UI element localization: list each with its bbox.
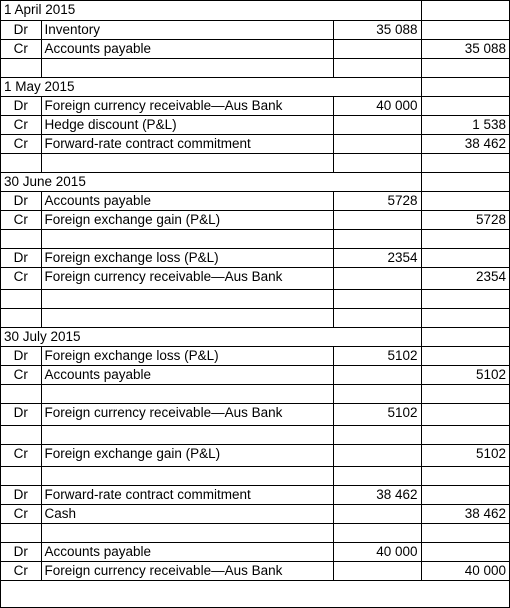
journal-entry-row (1, 39, 509, 58)
credit-amount: 2354 (421, 267, 509, 289)
drcr-indicator: Cr (1, 115, 41, 134)
drcr-cell (1, 425, 41, 444)
credit-amount: 40 000 (421, 561, 509, 580)
debit-cell (333, 523, 421, 542)
account-name: Foreign currency receivable—Aus Bank (41, 267, 333, 289)
drcr-cell (1, 308, 41, 327)
drcr-indicator: Cr (1, 444, 41, 466)
debit-amount (333, 115, 421, 134)
account-name: Foreign exchange loss (P&L) (41, 346, 333, 365)
credit-amount (421, 191, 509, 210)
account-name: Accounts payable (41, 39, 333, 58)
credit-amount: 38 462 (421, 134, 509, 153)
account-name: Foreign currency receivable—Aus Bank (41, 96, 333, 115)
drcr-indicator: Cr (1, 39, 41, 58)
entry-date: 30 July 2015 (1, 327, 421, 346)
account-name: Foreign exchange gain (P&L) (41, 444, 333, 466)
debit-amount (333, 39, 421, 58)
date-row (1, 77, 509, 96)
credit-cell (421, 289, 509, 308)
debit-cell (333, 289, 421, 308)
debit-amount (333, 210, 421, 229)
debit-amount (333, 444, 421, 466)
date-row (1, 1, 509, 20)
date-row (1, 327, 509, 346)
debit-amount (333, 134, 421, 153)
blank-row (1, 153, 509, 172)
debit-amount: 5728 (333, 191, 421, 210)
debit-cell (333, 384, 421, 403)
journal-entry-row (1, 403, 509, 425)
drcr-cell (1, 523, 41, 542)
debit-amount: 2354 (333, 248, 421, 267)
credit-amount: 5102 (421, 444, 509, 466)
credit-amount: 1 538 (421, 115, 509, 134)
drcr-indicator: Dr (1, 403, 41, 425)
blank-row (1, 308, 509, 327)
account-cell (41, 153, 333, 172)
journal-entry-row (1, 248, 509, 267)
account-name: Foreign exchange gain (P&L) (41, 210, 333, 229)
account-cell (41, 308, 333, 327)
blank-row (1, 58, 509, 77)
debit-amount (333, 504, 421, 523)
credit-cell (421, 308, 509, 327)
debit-cell (333, 229, 421, 248)
drcr-cell (1, 384, 41, 403)
blank-row (1, 289, 509, 308)
account-cell (41, 58, 333, 77)
debit-cell (333, 153, 421, 172)
blank-row (1, 523, 509, 542)
drcr-indicator: Dr (1, 20, 41, 39)
drcr-indicator: Cr (1, 365, 41, 384)
blank-row (1, 384, 509, 403)
blank-row (1, 466, 509, 485)
credit-amount (421, 346, 509, 365)
account-name: Forward-rate contract commitment (41, 134, 333, 153)
entry-date: 30 June 2015 (1, 172, 421, 191)
account-name: Forward-rate contract commitment (41, 485, 333, 504)
account-name: Cash (41, 504, 333, 523)
drcr-cell (1, 289, 41, 308)
debit-cell (333, 308, 421, 327)
empty-cell (421, 172, 509, 191)
credit-cell (421, 384, 509, 403)
drcr-cell (1, 466, 41, 485)
blank-row (1, 229, 509, 248)
debit-amount (333, 561, 421, 580)
debit-amount: 38 462 (333, 485, 421, 504)
empty-cell (421, 77, 509, 96)
credit-amount (421, 20, 509, 39)
entry-date: 1 April 2015 (1, 1, 421, 20)
account-cell (41, 289, 333, 308)
account-name: Accounts payable (41, 365, 333, 384)
credit-cell (421, 425, 509, 444)
journal-entry-row (1, 365, 509, 384)
drcr-indicator: Cr (1, 210, 41, 229)
account-cell (41, 425, 333, 444)
debit-amount (333, 267, 421, 289)
journal-entry-row (1, 96, 509, 115)
drcr-indicator: Cr (1, 504, 41, 523)
credit-cell (421, 153, 509, 172)
credit-amount (421, 485, 509, 504)
credit-amount: 35 088 (421, 39, 509, 58)
journal-table (1, 1, 509, 581)
drcr-indicator: Cr (1, 134, 41, 153)
drcr-indicator: Dr (1, 191, 41, 210)
credit-amount (421, 403, 509, 425)
debit-cell (333, 58, 421, 77)
drcr-indicator: Dr (1, 485, 41, 504)
drcr-indicator: Cr (1, 561, 41, 580)
credit-amount (421, 542, 509, 561)
account-cell (41, 466, 333, 485)
account-cell (41, 229, 333, 248)
drcr-cell (1, 153, 41, 172)
account-name: Foreign exchange loss (P&L) (41, 248, 333, 267)
drcr-indicator: Dr (1, 96, 41, 115)
entry-date: 1 May 2015 (1, 77, 421, 96)
journal-entry-row (1, 444, 509, 466)
credit-amount (421, 96, 509, 115)
drcr-indicator: Dr (1, 542, 41, 561)
journal-body (1, 1, 509, 580)
journal-entry-row (1, 115, 509, 134)
journal-entry-row (1, 134, 509, 153)
account-name: Inventory (41, 20, 333, 39)
drcr-indicator: Cr (1, 267, 41, 289)
empty-cell (421, 1, 509, 20)
blank-row (1, 425, 509, 444)
debit-amount: 35 088 (333, 20, 421, 39)
drcr-indicator: Dr (1, 248, 41, 267)
journal-entry-row (1, 542, 509, 561)
account-name: Accounts payable (41, 191, 333, 210)
empty-cell (421, 327, 509, 346)
drcr-cell (1, 58, 41, 77)
journal-entry-row (1, 210, 509, 229)
debit-amount (333, 365, 421, 384)
debit-amount: 5102 (333, 403, 421, 425)
journal-entry-row (1, 346, 509, 365)
credit-amount: 5102 (421, 365, 509, 384)
journal-entry-row (1, 20, 509, 39)
credit-cell (421, 523, 509, 542)
journal-entry-row (1, 504, 509, 523)
journal-entry-row (1, 485, 509, 504)
credit-cell (421, 229, 509, 248)
journal-entry-row (1, 561, 509, 580)
journal-entry-row (1, 191, 509, 210)
debit-amount: 40 000 (333, 542, 421, 561)
drcr-cell (1, 229, 41, 248)
account-name: Accounts payable (41, 542, 333, 561)
date-row (1, 172, 509, 191)
credit-cell (421, 466, 509, 485)
debit-amount: 5102 (333, 346, 421, 365)
credit-cell (421, 58, 509, 77)
debit-amount: 40 000 (333, 96, 421, 115)
drcr-indicator: Dr (1, 346, 41, 365)
account-name: Foreign currency receivable—Aus Bank (41, 561, 333, 580)
credit-amount: 38 462 (421, 504, 509, 523)
account-cell (41, 523, 333, 542)
account-name: Foreign currency receivable—Aus Bank (41, 403, 333, 425)
credit-amount (421, 248, 509, 267)
journal-entry-row (1, 267, 509, 289)
debit-cell (333, 425, 421, 444)
account-name: Hedge discount (P&L) (41, 115, 333, 134)
account-cell (41, 384, 333, 403)
debit-cell (333, 466, 421, 485)
credit-amount: 5728 (421, 210, 509, 229)
